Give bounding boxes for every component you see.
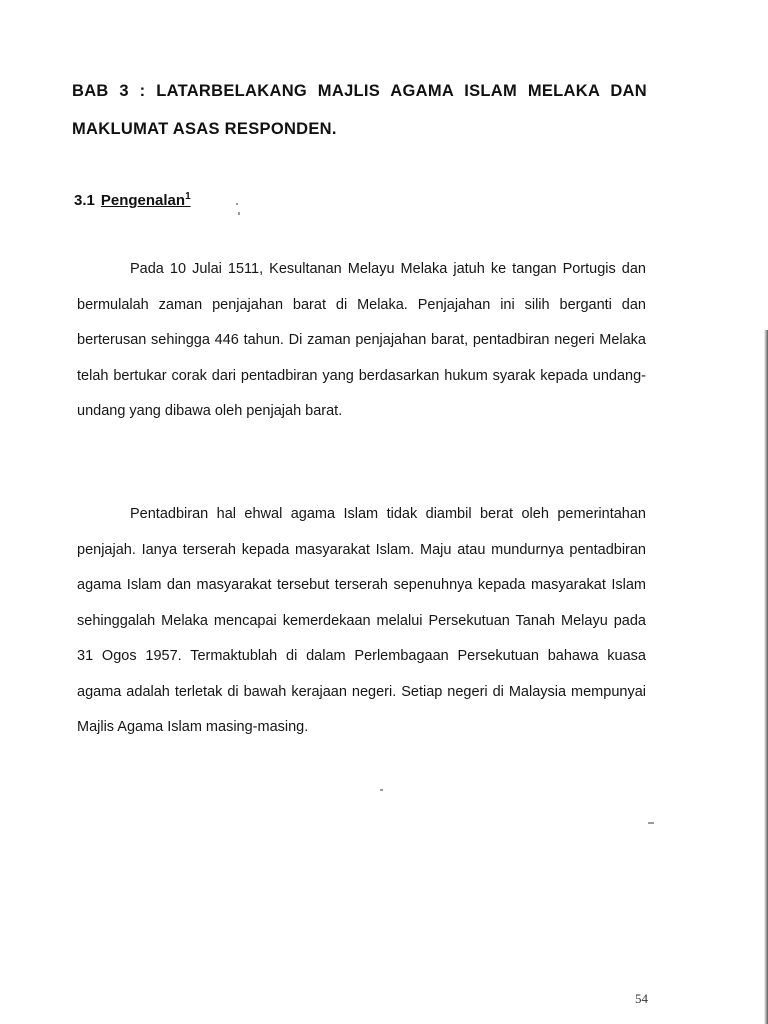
section-heading: [74, 191, 191, 209]
paragraph-2: Pentadbiran hal ehwal agama Islam tidak diambil berat oleh pemerintahan penjajah. Ianya terserah kepada masyarakat Islam. Maju atau mundurnya pentadbiran agama Islam dan masyarakat tersebut terserah sepenuhnya kepada masyarakat Islam sehinggalah Melaka mencapai kemerdekaan melalui Persekutuan Tanah Melayu pada 31 Ogos 1957. Termaktublah di dalam Perlembagaan Persekutuan bahawa kuasa agama adalah terletak di bawah kerajaan negeri. Setiap negeri di Malaysia mempunyai Majlis Agama Islam masing-masing.: [77, 506, 646, 735]
scan-edge-shadow: [764, 330, 768, 1024]
section-title-text: Pengenalan: [100, 192, 186, 209]
section-title: [101, 192, 191, 209]
scan-speck: [380, 789, 383, 791]
section-number: 3.1: [74, 192, 95, 209]
scan-speck: [238, 212, 240, 215]
scan-speck: [648, 822, 654, 824]
footnote-marker: 1: [185, 191, 191, 202]
scan-speck: [236, 203, 238, 205]
paragraph-1: Pada 10 Julai 1511, Kesultanan Melayu Melaka jatuh ke tangan Portugis dan bermulalah zaman penjajahan barat di Melaka. Penjajahan ini silih berganti dan berterusan sehingga 446 tahun. Di zaman penjajahan barat, pentadbiran negeri Melaka telah bertukar corak dari pentadbiran yang berdasarkan hukum syarak kepada undang-undang yang dibawa oleh penjajah barat.: [77, 261, 646, 419]
page-number: 54: [635, 991, 648, 1006]
chapter-title: BAB 3 : LATARBELAKANG MAJLIS AGAMA ISLAM MELAKA DAN MAKLUMAT ASAS RESPONDEN.: [72, 82, 647, 138]
